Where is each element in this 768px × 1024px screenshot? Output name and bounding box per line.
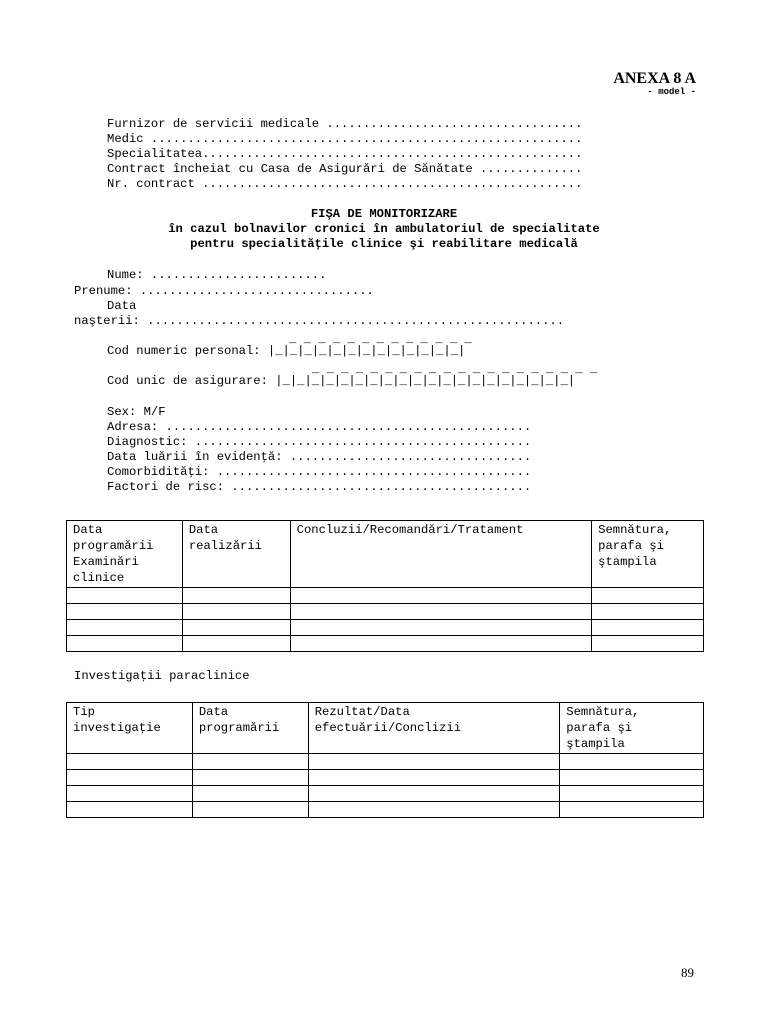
page-number: 89: [681, 965, 694, 980]
clinical-exams-table: [66, 520, 704, 652]
form-title: FIŞA DE MONITORIZARE: [310, 207, 458, 221]
table-row: [67, 770, 704, 786]
table-row: [67, 754, 704, 770]
paraclinic-title: Investigaţii paraclinice: [74, 669, 250, 683]
form-subtitle-1: în cazul bolnavilor cronici în ambulatoriul de specialitate: [168, 222, 600, 236]
adresa-field: Adresa: ..................................................: [107, 420, 532, 434]
table-row: [67, 786, 704, 802]
table-row: [67, 802, 704, 818]
factori-risc-field: Factori de risc: .........................................: [107, 480, 532, 494]
data-label: Data: [107, 299, 137, 313]
table-row: [67, 588, 704, 604]
medic-line: Medic ...........................................................: [107, 132, 583, 146]
data-luarii-field: Data luării în evidenţă: .................................: [107, 450, 532, 464]
table-header-row: [67, 703, 704, 754]
nasterii-field: naşterii: .........................................................: [74, 314, 565, 328]
cua-field: Cod unic de asigurare: |_|_|_|_|_|_|_|_|_|_|_|_|_|_|_|_|_|_|_|_|: [107, 374, 576, 388]
comorbiditati-field: Comorbidităţi: ...........................................: [107, 465, 532, 479]
table-row: [67, 620, 704, 636]
header-cell: Data programării: [192, 703, 308, 754]
header-cell: Data programării Examinări clinice: [67, 521, 183, 588]
cnp-dashes: _ _ _ _ _ _ _ _ _ _ _ _ _: [289, 332, 472, 346]
paraclinic-table: [66, 702, 704, 818]
contract-line: Contract încheiat cu Casa de Asigurări de Sănătate ..............: [107, 162, 583, 176]
contract-number-line: Nr. contract ....................................................: [107, 177, 583, 191]
header-cell: Semnătura, parafa şi ştampila: [592, 521, 704, 588]
table-row: [67, 636, 704, 652]
prenume-field: Prenume: ................................: [74, 284, 374, 298]
nume-field: Nume: ........................: [107, 268, 327, 282]
diagnostic-field: Diagnostic: ..............................................: [107, 435, 532, 449]
cnp-field: Cod numeric personal: |_|_|_|_|_|_|_|_|_|_|_|_|_|: [107, 344, 466, 358]
table-row: [67, 604, 704, 620]
cua-dashes: _ _ _ _ _ _ _ _ _ _ _ _ _ _ _ _ _ _ _ _: [312, 362, 598, 376]
header-cell: Data realizării: [182, 521, 290, 588]
form-subtitle-2: pentru specialităţile clinice şi reabilitare medicală: [190, 237, 578, 251]
header-cell: Rezultat/Data efectuării/Conclizii: [308, 703, 560, 754]
table-header-row: [67, 521, 704, 588]
header-cell: Semnătura, parafa şi ştampila: [560, 703, 704, 754]
provider-line: Furnizor de servicii medicale ...................................: [107, 117, 583, 131]
annex-title: ANEXA 8 A: [613, 70, 696, 87]
header-cell: Tip investigaţie: [67, 703, 193, 754]
header-cell: Concluzii/Recomandări/Tratament: [290, 521, 592, 588]
annex-subtitle: - model -: [647, 87, 696, 97]
specialty-line: Specialitatea....................................................: [107, 147, 583, 161]
sex-field: Sex: M/F: [107, 405, 166, 419]
